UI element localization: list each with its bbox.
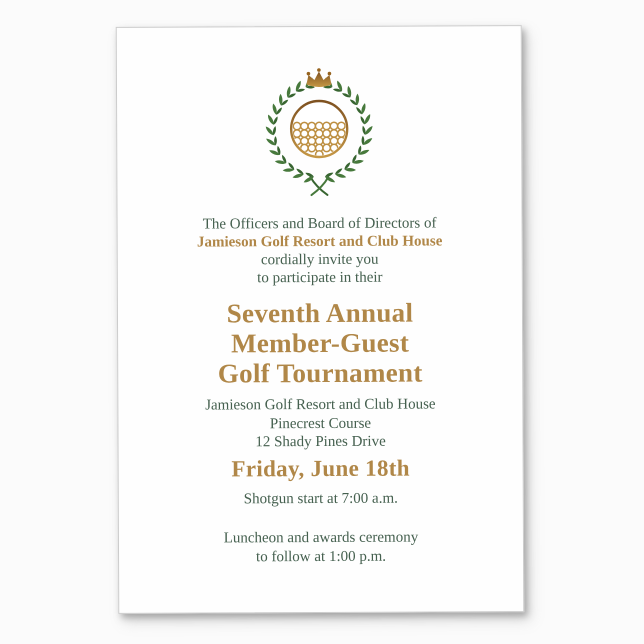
- start-time: Shotgun start at 7:00 a.m.: [243, 490, 398, 507]
- event-date: Friday, June 18th: [231, 455, 410, 481]
- intro-line-2: cordially invite you: [260, 251, 379, 269]
- course-name: Pinecrest Course: [269, 415, 372, 432]
- golf-ball-icon: [291, 101, 347, 158]
- intro-line-3: to participate in their: [257, 269, 383, 287]
- venue-name: Jamieson Golf Resort and Club House: [205, 396, 436, 414]
- closing-block: [119, 528, 523, 568]
- host-name: Jamieson Golf Resort and Club House: [196, 233, 443, 251]
- venue-block: [118, 395, 522, 452]
- intro-block: [118, 214, 522, 288]
- title-line-2: Member-Guest: [231, 327, 410, 359]
- wreath-stem: [310, 177, 327, 195]
- wreath-stem: [311, 177, 328, 195]
- club-logo: [259, 67, 380, 202]
- title-line-3: Golf Tournament: [217, 357, 423, 389]
- closing-line-2: to follow at 1:00 p.m.: [255, 548, 387, 565]
- title-line-1: Seventh Annual: [226, 297, 414, 329]
- closing-line-1: Luncheon and awards ceremony: [223, 529, 419, 546]
- crown-icon: [306, 68, 331, 87]
- invitation-card: [116, 25, 525, 614]
- venue-address: 12 Shady Pines Drive: [255, 433, 386, 451]
- tournament-title: [118, 297, 522, 389]
- intro-line-1: The Officers and Board of Directors of: [202, 215, 437, 233]
